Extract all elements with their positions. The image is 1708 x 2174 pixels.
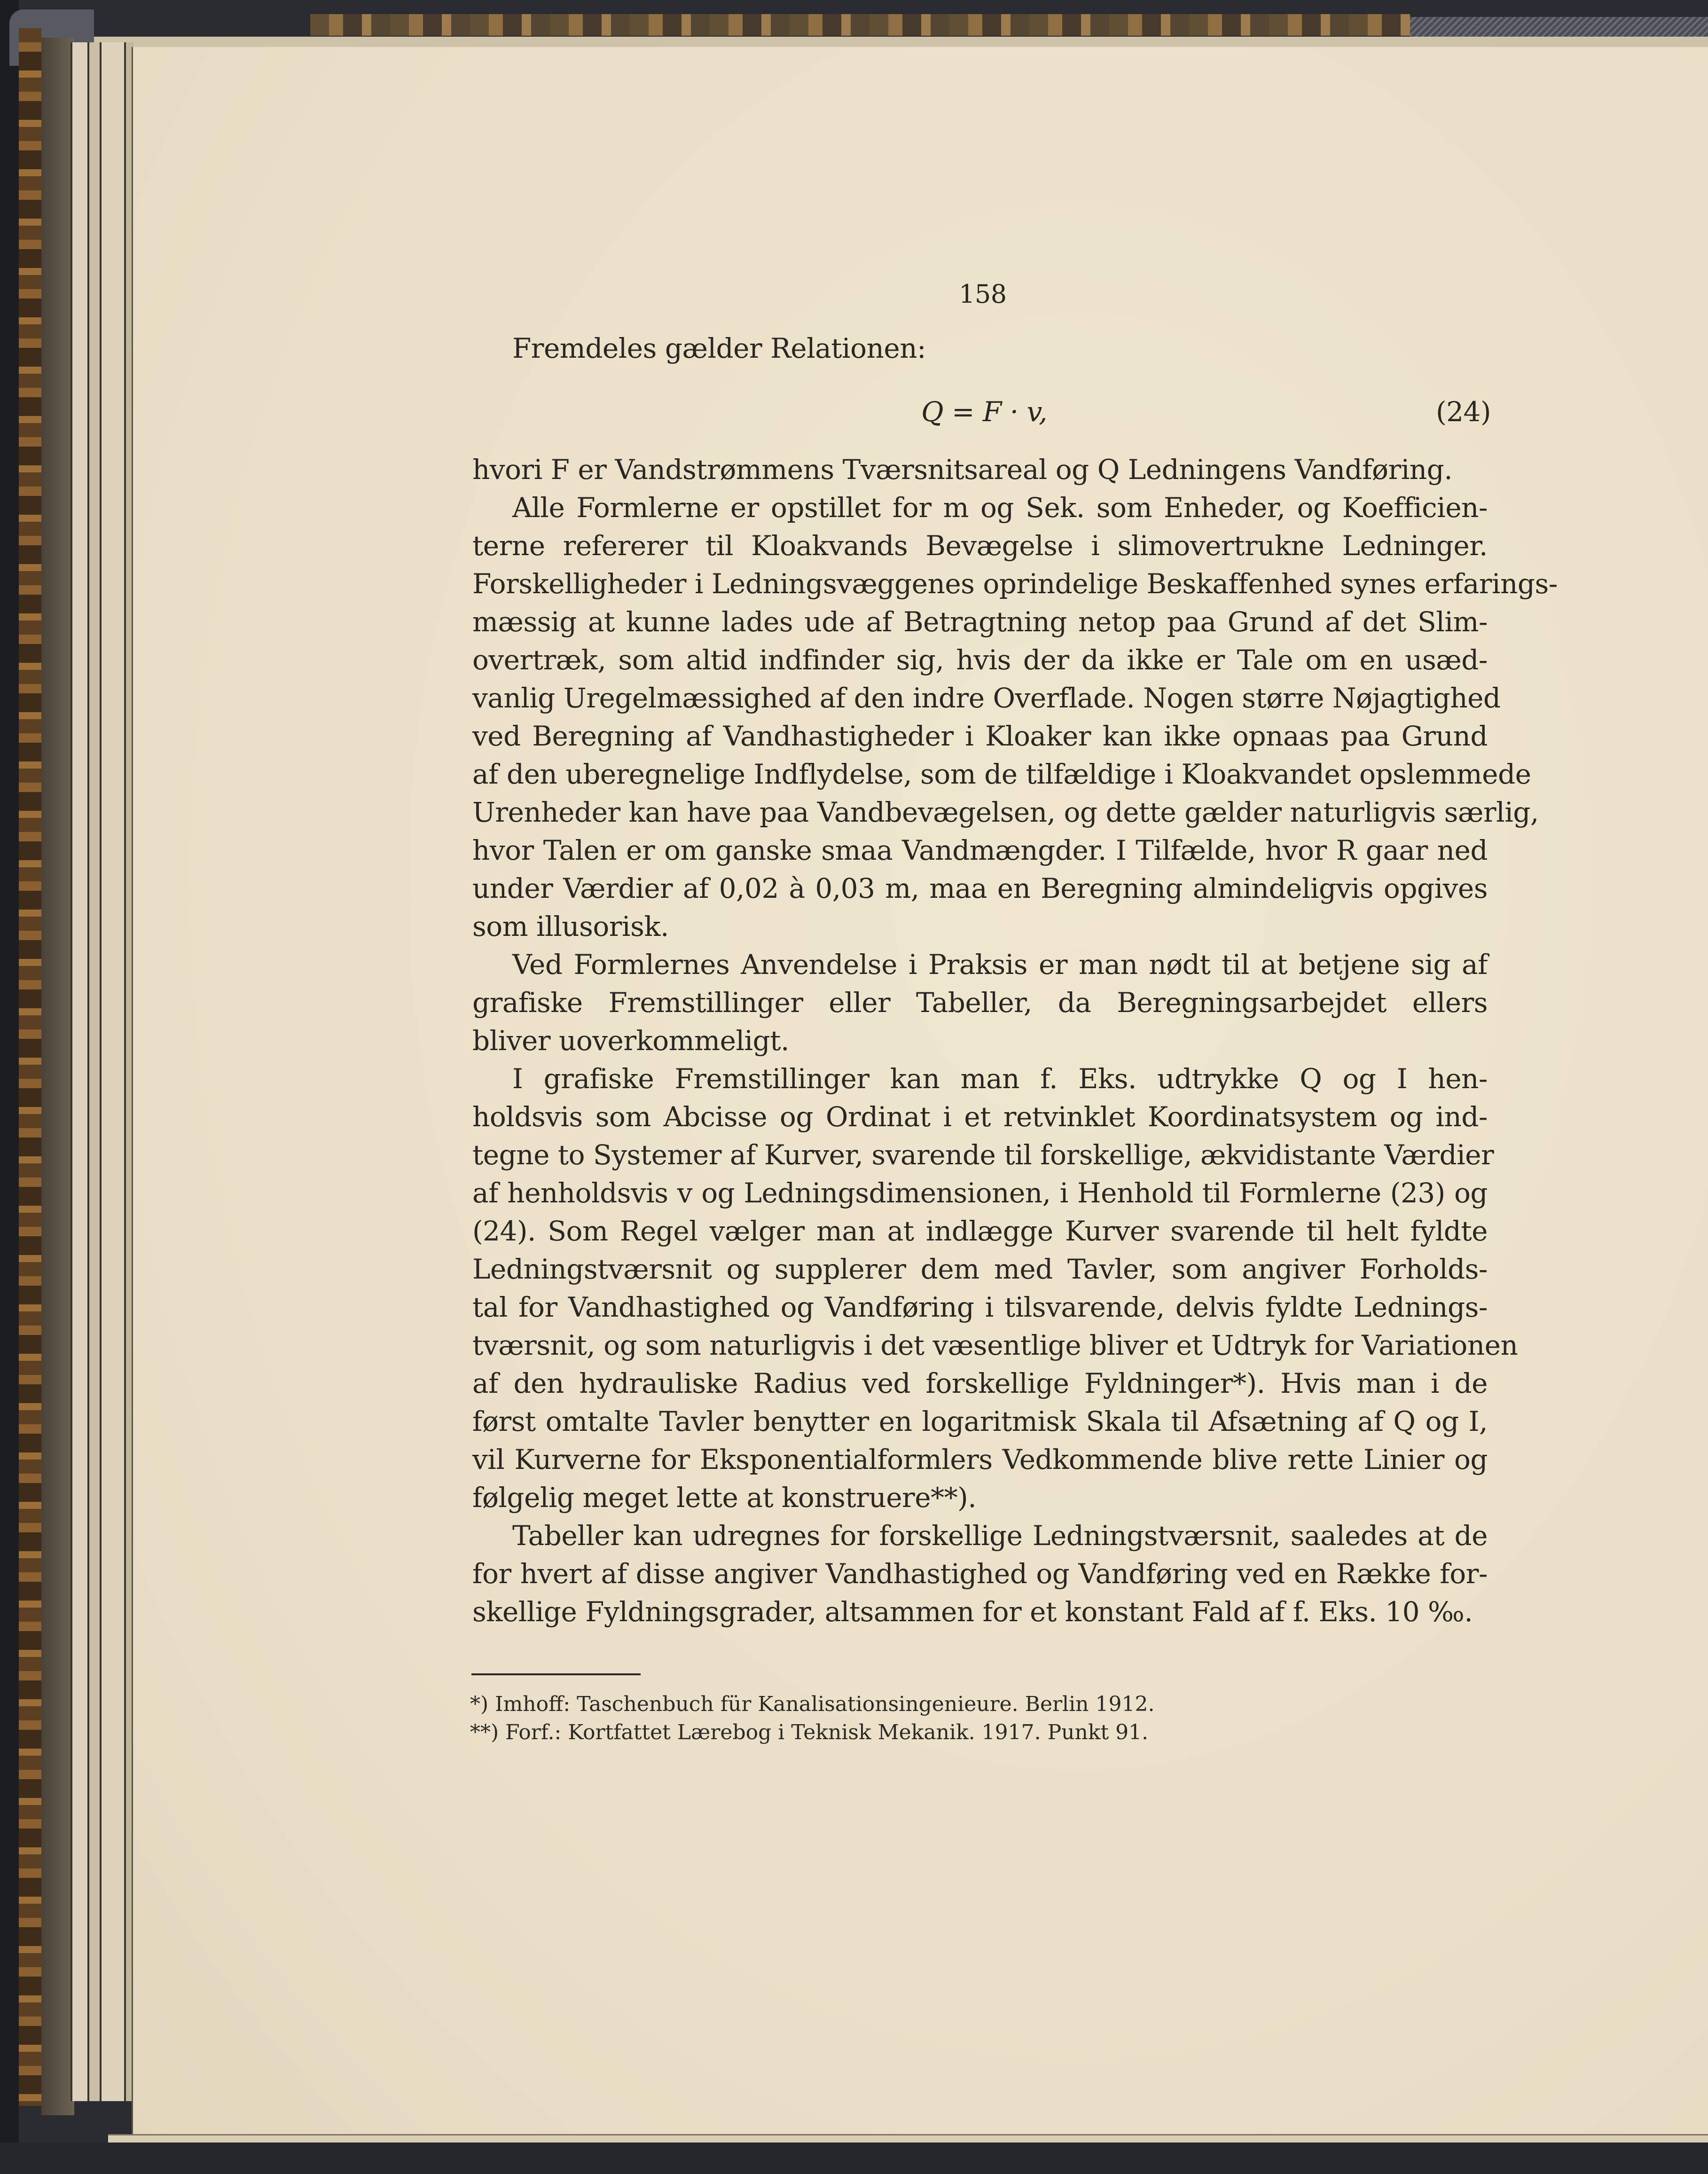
text-line: Ved Formlernes Anvendelse i Praksis er man nødt til at betjene sig af xyxy=(512,949,1488,981)
text-line: mæssig at kunne lades ude af Betragtning netop paa Grund af det Slim- xyxy=(472,606,1488,638)
text-line: terne refererer til Kloakvands Bevægelse i slimovertrukne Ledninger. xyxy=(472,530,1488,562)
marbled-page-edge xyxy=(19,28,41,2106)
footnote-divider xyxy=(471,1673,641,1675)
footnote-1: *) Imhoff: Taschenbuch für Kanalisationsingenieure. Berlin 1912. xyxy=(470,1692,1155,1716)
equation-number: (24) xyxy=(1436,396,1491,428)
text-line: overtræk, som altid indfinder sig, hvis der da ikke er Tale om en usæd- xyxy=(472,644,1488,676)
gutter-shadow xyxy=(41,38,74,2115)
page-stack-edge xyxy=(71,42,89,2101)
text-line: Urenheder kan have paa Vandbevægelsen, og dette gælder naturligvis særlig, xyxy=(472,796,1539,828)
text-line: (24). Som Regel vælger man at indlægge Kurver svarende til helt fyldte xyxy=(472,1215,1488,1247)
text-line: I grafiske Fremstillinger kan man f. Eks. udtrykke Q og I hen- xyxy=(512,1063,1488,1095)
text-line: ved Beregning af Vandhastigheder i Kloaker kan ikke opnaas paa Grund xyxy=(472,720,1488,752)
text-line: skellige Fyldningsgrader, altsammen for et konstant Fald af f. Eks. 10 ‰. xyxy=(472,1596,1473,1628)
text-line: bliver uoverkommeligt. xyxy=(472,1025,789,1057)
text-line: af den hydrauliske Radius ved forskellige Fyldninger*). Hvis man i de xyxy=(472,1367,1488,1399)
text-line: vanlig Uregelmæssighed af den indre Overflade. Nogen større Nøjagtighed xyxy=(472,682,1501,714)
page-stack-edge xyxy=(100,42,126,2101)
book-cover-bottom xyxy=(0,2143,1708,2174)
intro-line: Fremdeles gælder Relationen: xyxy=(512,332,926,364)
page-number: 158 xyxy=(959,279,1007,309)
text-line: Alle Formlerne er opstillet for m og Sek. som Enheder, og Koefficien- xyxy=(512,492,1488,524)
text-line: under Værdier af 0,02 à 0,03 m, maa en Beregning almindeligvis opgives xyxy=(472,872,1488,904)
footnote-2: **) Forf.: Kortfattet Lærebog i Teknisk Mekanik. 1917. Punkt 91. xyxy=(470,1720,1149,1744)
book-cover-edge xyxy=(0,0,19,2174)
text-line: tværsnit, og som naturligvis i det væsentlige bliver et Udtryk for Variationen xyxy=(472,1329,1518,1361)
text-line: følgelig meget lette at konstruere**). xyxy=(472,1482,977,1514)
formula-expression: Q = F · v, xyxy=(921,396,1047,428)
marbled-top-edge xyxy=(310,14,1410,36)
text-line: som illusorisk. xyxy=(472,910,669,942)
text-line: Forskelligheder i Ledningsvæggenes oprindelige Beskaffenhed synes erfarings- xyxy=(472,568,1558,600)
text-line: holdsvis som Abcisse og Ordinat i et retvinklet Koordinatsystem og ind- xyxy=(472,1101,1488,1133)
text-line: først omtalte Tavler benytter en logaritmisk Skala til Afsætning af Q og I, xyxy=(472,1405,1488,1437)
text-line: for hvert af disse angiver Vandhastighed og Vandføring ved en Række for- xyxy=(472,1558,1488,1590)
text-line: Ledningstværsnit og supplerer dem med Tavler, som angiver Forholds- xyxy=(472,1253,1488,1285)
text-line: af henholdsvis v og Ledningsdimensionen, i Henhold til Formlerne (23) og xyxy=(472,1177,1488,1209)
text-line: hvor Talen er om ganske smaa Vandmængder. I Tilfælde, hvor R gaar ned xyxy=(472,834,1488,866)
text-line: tal for Vandhastighed og Vandføring i tilsvarende, delvis fyldte Lednings- xyxy=(472,1291,1488,1323)
text-line: tegne to Systemer af Kurver, svarende til forskellige, ækvidistante Værdier xyxy=(472,1139,1494,1171)
text-line: hvori F er Vandstrømmens Tværsnitsareal og Q Ledningens Vandføring. xyxy=(472,454,1453,486)
text-line: grafiske Fremstillinger eller Tabeller, da Beregningsarbejdet ellers xyxy=(472,987,1488,1019)
text-line: Tabeller kan udregnes for forskellige Ledningstværsnit, saaledes at de xyxy=(512,1520,1488,1552)
text-line: af den uberegnelige Indflydelse, som de tilfældige i Kloakvandet opslemmede xyxy=(472,758,1531,790)
text-line: vil Kurverne for Eksponentialformlers Vedkommende blive rette Linier og xyxy=(472,1444,1488,1475)
